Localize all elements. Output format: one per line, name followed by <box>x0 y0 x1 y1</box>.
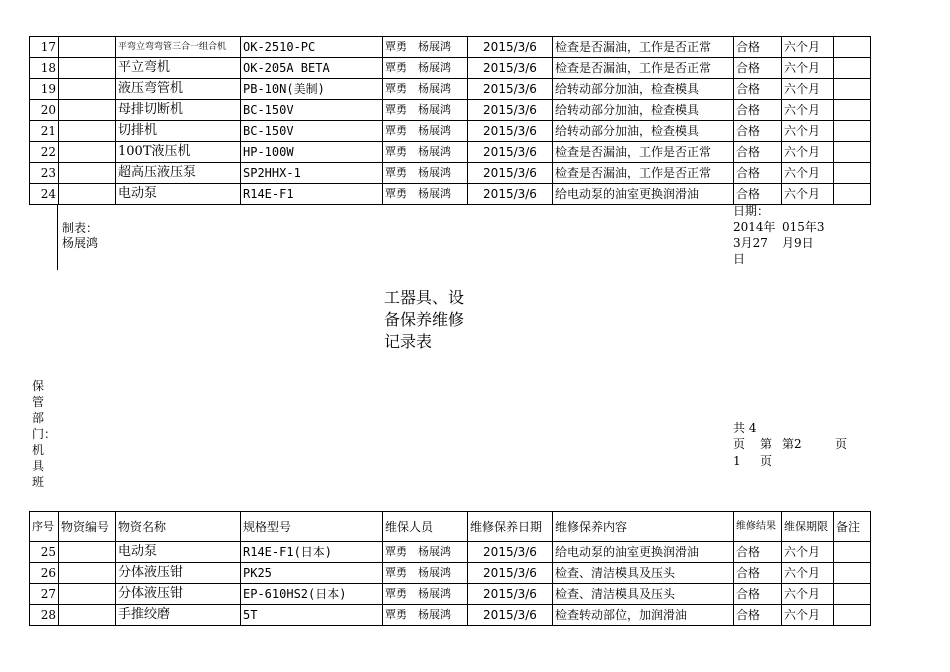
cell-result: 合格 <box>734 37 782 58</box>
cell-result: 合格 <box>734 100 782 121</box>
cell-result: 合格 <box>734 542 782 563</box>
cell-no: 19 <box>30 79 59 100</box>
cell-staff: 覃勇 杨展鸿 <box>383 142 468 163</box>
table-row <box>30 121 871 142</box>
cell-note <box>834 563 871 584</box>
cell-period: 六个月 <box>782 37 834 58</box>
cell-date: 2015/3/6 <box>468 58 553 79</box>
cell-period: 六个月 <box>782 142 834 163</box>
cell-model: BC-150V <box>241 100 383 121</box>
pager-page-char: 页 <box>733 437 746 451</box>
cell-no: 27 <box>30 584 59 605</box>
cell-content: 检查是否漏油，工作是否正常 <box>553 163 734 184</box>
header-model: 规格型号 <box>241 512 383 542</box>
cell-date: 2015/3/6 <box>468 163 553 184</box>
table-row <box>30 184 871 205</box>
cell-name: 手推绞磨 <box>116 605 241 626</box>
department-label: 保管部门：机具班 <box>32 379 57 489</box>
cell-result: 合格 <box>734 184 782 205</box>
cell-name: 母排切断机 <box>116 100 241 121</box>
cell-name: 平弯立弯弯管三合一组合机 <box>116 37 241 58</box>
cell-model: PK25 <box>241 563 383 584</box>
date-a-line3: 日 <box>733 252 746 266</box>
cell-note <box>834 121 871 142</box>
cell-model: OK-205A BETA <box>241 58 383 79</box>
cell-model: BC-150V <box>241 121 383 142</box>
cell-model: R14E-F1 <box>241 184 383 205</box>
cell-staff: 覃勇 杨展鸿 <box>383 121 468 142</box>
cell-date: 2015/3/6 <box>468 37 553 58</box>
cell-content: 给电动泵的油室更换润滑油 <box>553 542 734 563</box>
date-label: 日期： <box>733 204 770 218</box>
pager-current: 第2 <box>782 437 802 451</box>
footer-left-border <box>57 204 58 270</box>
header-content: 维修保养内容 <box>553 512 734 542</box>
cell-no: 28 <box>30 605 59 626</box>
cell-result: 合格 <box>734 142 782 163</box>
maintenance-table-bottom <box>29 511 871 626</box>
cell-staff: 覃勇 杨展鸿 <box>383 563 468 584</box>
cell-note <box>834 37 871 58</box>
maker-label: 制表： <box>62 221 99 235</box>
cell-no: 25 <box>30 542 59 563</box>
table-body-bottom <box>30 542 871 626</box>
cell-note <box>834 142 871 163</box>
cell-date: 2015/3/6 <box>468 605 553 626</box>
cell-name: 电动泵 <box>116 542 241 563</box>
cell-model: EP-610HS2(日本) <box>241 584 383 605</box>
cell-period: 六个月 <box>782 79 834 100</box>
cell-note <box>834 163 871 184</box>
cell-period: 六个月 <box>782 100 834 121</box>
cell-date: 2015/3/6 <box>468 184 553 205</box>
cell-note <box>834 100 871 121</box>
cell-model: R14E-F1(日本) <box>241 542 383 563</box>
table-row <box>30 100 871 121</box>
cell-content: 给转动部分加油，检查模具 <box>553 121 734 142</box>
cell-name: 平立弯机 <box>116 58 241 79</box>
cell-content: 检查转动部位，加润滑油 <box>553 605 734 626</box>
cell-model: OK-2510-PC <box>241 37 383 58</box>
cell-date: 2015/3/6 <box>468 563 553 584</box>
header-note: 备注 <box>834 512 871 542</box>
header-code: 物资编号 <box>59 512 116 542</box>
cell-period: 六个月 <box>782 542 834 563</box>
cell-no: 17 <box>30 37 59 58</box>
header-name: 物资名称 <box>116 512 241 542</box>
cell-note <box>834 605 871 626</box>
cell-staff: 覃勇 杨展鸿 <box>383 584 468 605</box>
cell-no: 20 <box>30 100 59 121</box>
cell-no: 21 <box>30 121 59 142</box>
table-row <box>30 37 871 58</box>
cell-code <box>59 142 116 163</box>
cell-result: 合格 <box>734 163 782 184</box>
cell-result: 合格 <box>734 79 782 100</box>
cell-name: 分体液压钳 <box>116 584 241 605</box>
header-row <box>30 512 871 542</box>
cell-staff: 覃勇 杨展鸿 <box>383 58 468 79</box>
header-date: 维修保养日期 <box>468 512 553 542</box>
cell-content: 检查是否漏油，工作是否正常 <box>553 58 734 79</box>
cell-period: 六个月 <box>782 121 834 142</box>
cell-code <box>59 163 116 184</box>
date-b-line2: 月9日 <box>782 236 814 250</box>
cell-content: 检查、清洁模具及压头 <box>553 563 734 584</box>
header-no: 序号 <box>30 512 59 542</box>
cell-model: 5T <box>241 605 383 626</box>
cell-result: 合格 <box>734 584 782 605</box>
date-a-line2: 3月27 <box>733 236 768 250</box>
cell-no: 24 <box>30 184 59 205</box>
cell-result: 合格 <box>734 58 782 79</box>
cell-model: PB-10N(美制) <box>241 79 383 100</box>
cell-date: 2015/3/6 <box>468 100 553 121</box>
cell-code <box>59 37 116 58</box>
cell-no: 22 <box>30 142 59 163</box>
cell-no: 23 <box>30 163 59 184</box>
cell-date: 2015/3/6 <box>468 542 553 563</box>
cell-staff: 覃勇 杨展鸿 <box>383 542 468 563</box>
cell-model: SP2HHX-1 <box>241 163 383 184</box>
cell-period: 六个月 <box>782 184 834 205</box>
cell-staff: 覃勇 杨展鸿 <box>383 163 468 184</box>
cell-staff: 覃勇 杨展鸿 <box>383 184 468 205</box>
pager-current-label: 第 <box>760 437 773 451</box>
table-row <box>30 542 871 563</box>
cell-name: 液压弯管机 <box>116 79 241 100</box>
cell-period: 六个月 <box>782 584 834 605</box>
cell-no: 26 <box>30 563 59 584</box>
header-period: 维保期限 <box>782 512 834 542</box>
cell-result: 合格 <box>734 605 782 626</box>
pager-page-char2: 页 <box>760 454 773 468</box>
pager-total-num: 1 <box>733 454 741 468</box>
cell-name: 超高压液压泵 <box>116 163 241 184</box>
table-body-top <box>30 37 871 205</box>
cell-content: 检查是否漏油，工作是否正常 <box>553 142 734 163</box>
cell-note <box>834 58 871 79</box>
cell-staff: 覃勇 杨展鸿 <box>383 37 468 58</box>
table-row <box>30 142 871 163</box>
cell-period: 六个月 <box>782 163 834 184</box>
cell-note <box>834 584 871 605</box>
header-staff: 维保人员 <box>383 512 468 542</box>
cell-name: 切排机 <box>116 121 241 142</box>
cell-staff: 覃勇 杨展鸿 <box>383 79 468 100</box>
cell-date: 2015/3/6 <box>468 121 553 142</box>
maker-name: 杨展鸿 <box>62 236 99 250</box>
table-row <box>30 584 871 605</box>
cell-date: 2015/3/6 <box>468 79 553 100</box>
header-result: 维修结果 <box>734 512 782 542</box>
cell-code <box>59 563 116 584</box>
cell-code <box>59 121 116 142</box>
cell-result: 合格 <box>734 563 782 584</box>
date-a-line1: 2014年 <box>733 220 776 234</box>
cell-period: 六个月 <box>782 58 834 79</box>
table-row <box>30 163 871 184</box>
cell-staff: 覃勇 杨展鸿 <box>383 605 468 626</box>
pager-total: 共 4 <box>733 421 757 435</box>
cell-note <box>834 79 871 100</box>
pager-page-char3: 页 <box>835 437 848 451</box>
cell-code <box>59 605 116 626</box>
cell-content: 检查是否漏油，工作是否正常 <box>553 37 734 58</box>
cell-period: 六个月 <box>782 605 834 626</box>
cell-name: 电动泵 <box>116 184 241 205</box>
cell-result: 合格 <box>734 121 782 142</box>
cell-note <box>834 184 871 205</box>
cell-model: HP-100W <box>241 142 383 163</box>
table-row <box>30 605 871 626</box>
cell-date: 2015/3/6 <box>468 584 553 605</box>
cell-name: 分体液压钳 <box>116 563 241 584</box>
cell-note <box>834 542 871 563</box>
cell-code <box>59 100 116 121</box>
table-row <box>30 563 871 584</box>
cell-no: 18 <box>30 58 59 79</box>
cell-content: 给转动部分加油，检查模具 <box>553 100 734 121</box>
table-row <box>30 58 871 79</box>
cell-content: 检查、清洁模具及压头 <box>553 584 734 605</box>
cell-code <box>59 58 116 79</box>
maintenance-table-top <box>29 36 871 205</box>
cell-code <box>59 184 116 205</box>
page-title: 工器具、设备保养维修记录表 <box>384 288 465 351</box>
cell-period: 六个月 <box>782 563 834 584</box>
cell-date: 2015/3/6 <box>468 142 553 163</box>
cell-staff: 覃勇 杨展鸿 <box>383 100 468 121</box>
cell-name: 100T液压机 <box>116 142 241 163</box>
table-row <box>30 79 871 100</box>
date-b-line1: 015年3 <box>782 220 825 234</box>
cell-code <box>59 79 116 100</box>
cell-content: 给转动部分加油，检查模具 <box>553 79 734 100</box>
cell-content: 给电动泵的油室更换润滑油 <box>553 184 734 205</box>
cell-code <box>59 584 116 605</box>
cell-code <box>59 542 116 563</box>
